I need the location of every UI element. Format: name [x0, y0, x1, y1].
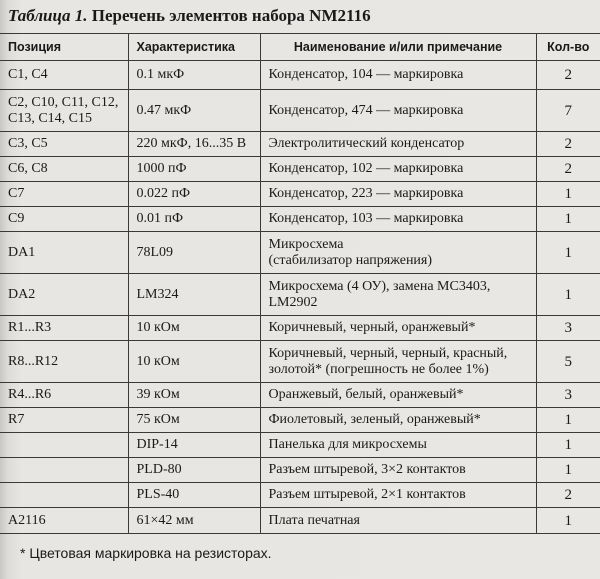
table-title-text: Перечень элементов набора NM2116 [91, 6, 371, 25]
cell-name: Разъем штыревой, 3×2 контактов [260, 458, 536, 483]
cell-characteristic: 0.47 мкФ [128, 90, 260, 132]
header-name-note: Наименование и/или примечание [260, 34, 536, 61]
header-position: Позиция [0, 34, 128, 61]
footnote: * Цветовая маркировка на резисторах. [20, 545, 272, 561]
table-row [0, 157, 600, 182]
cell-characteristic: PLD-80 [128, 458, 260, 483]
cell-quantity: 2 [536, 157, 600, 182]
cell-characteristic: 220 мкФ, 16...35 В [128, 132, 260, 157]
cell-quantity: 3 [536, 316, 600, 341]
cell-name: Конденсатор, 223 — маркировка [260, 182, 536, 207]
cell-quantity: 5 [536, 341, 600, 383]
cell-quantity: 2 [536, 61, 600, 90]
cell-quantity: 2 [536, 483, 600, 508]
cell-name: Разъем штыревой, 2×1 контактов [260, 483, 536, 508]
table-row [0, 341, 600, 383]
cell-name: Панелька для микросхемы [260, 433, 536, 458]
table-row [0, 90, 600, 132]
cell-name: Конденсатор, 104 — маркировка [260, 61, 536, 90]
cell-characteristic: 10 кОм [128, 316, 260, 341]
cell-characteristic: 1000 пФ [128, 157, 260, 182]
cell-position: R1...R3 [0, 316, 128, 341]
header-characteristic: Характеристика [128, 34, 260, 61]
table-title-lead: Таблица 1. [8, 6, 88, 25]
cell-position: C3, C5 [0, 132, 128, 157]
cell-quantity: 1 [536, 232, 600, 274]
table-row [0, 274, 600, 316]
cell-characteristic: 0.022 пФ [128, 182, 260, 207]
cell-characteristic: 39 кОм [128, 383, 260, 408]
cell-position: R7 [0, 408, 128, 433]
cell-position: C2, C10, C11, C12, C13, C14, C15 [0, 90, 128, 132]
cell-name: Микросхема (4 ОУ), замена MC3403, LM2902 [260, 274, 536, 316]
table-row [0, 483, 600, 508]
cell-name: Коричневый, черный, черный, красный, золотой* (погрешность не более 1%) [260, 341, 536, 383]
cell-position: R4...R6 [0, 383, 128, 408]
cell-name: Конденсатор, 103 — маркировка [260, 207, 536, 232]
table-row [0, 508, 600, 534]
cell-position: C6, C8 [0, 157, 128, 182]
cell-quantity: 1 [536, 274, 600, 316]
cell-name: Коричневый, черный, оранжевый* [260, 316, 536, 341]
table-row [0, 408, 600, 433]
cell-position: C1, C4 [0, 61, 128, 90]
cell-quantity: 3 [536, 383, 600, 408]
cell-position: DA2 [0, 274, 128, 316]
cell-characteristic: PLS-40 [128, 483, 260, 508]
table-row [0, 316, 600, 341]
table-row [0, 61, 600, 90]
cell-quantity: 1 [536, 508, 600, 534]
cell-position [0, 483, 128, 508]
cell-quantity: 1 [536, 433, 600, 458]
cell-position: A2116 [0, 508, 128, 534]
table-header-row [0, 34, 600, 61]
cell-position: R8...R12 [0, 341, 128, 383]
cell-quantity: 1 [536, 408, 600, 433]
table-row [0, 132, 600, 157]
cell-characteristic: DIP-14 [128, 433, 260, 458]
table-row [0, 383, 600, 408]
cell-name: Фиолетовый, зеленый, оранжевый* [260, 408, 536, 433]
cell-quantity: 1 [536, 207, 600, 232]
cell-position [0, 458, 128, 483]
table-row [0, 433, 600, 458]
cell-name: Конденсатор, 102 — маркировка [260, 157, 536, 182]
cell-name: Микросхема (стабилизатор напряжения) [260, 232, 536, 274]
table-row [0, 458, 600, 483]
cell-position [0, 433, 128, 458]
cell-quantity: 1 [536, 182, 600, 207]
cell-quantity: 7 [536, 90, 600, 132]
cell-position: C7 [0, 182, 128, 207]
cell-name: Конденсатор, 474 — маркировка [260, 90, 536, 132]
table-row [0, 207, 600, 232]
cell-characteristic: 0.1 мкФ [128, 61, 260, 90]
table-row [0, 182, 600, 207]
cell-position: DA1 [0, 232, 128, 274]
cell-characteristic: 0.01 пФ [128, 207, 260, 232]
cell-position: C9 [0, 207, 128, 232]
cell-quantity: 2 [536, 132, 600, 157]
components-table [0, 33, 600, 534]
cell-characteristic: 61×42 мм [128, 508, 260, 534]
cell-quantity: 1 [536, 458, 600, 483]
header-quantity: Кол-во [536, 34, 600, 61]
cell-characteristic: LM324 [128, 274, 260, 316]
cell-characteristic: 10 кОм [128, 341, 260, 383]
table-row [0, 232, 600, 274]
cell-name: Электролитический конденсатор [260, 132, 536, 157]
cell-characteristic: 75 кОм [128, 408, 260, 433]
table-title [8, 4, 371, 28]
cell-name: Оранжевый, белый, оранжевый* [260, 383, 536, 408]
cell-name: Плата печатная [260, 508, 536, 534]
cell-characteristic: 78L09 [128, 232, 260, 274]
